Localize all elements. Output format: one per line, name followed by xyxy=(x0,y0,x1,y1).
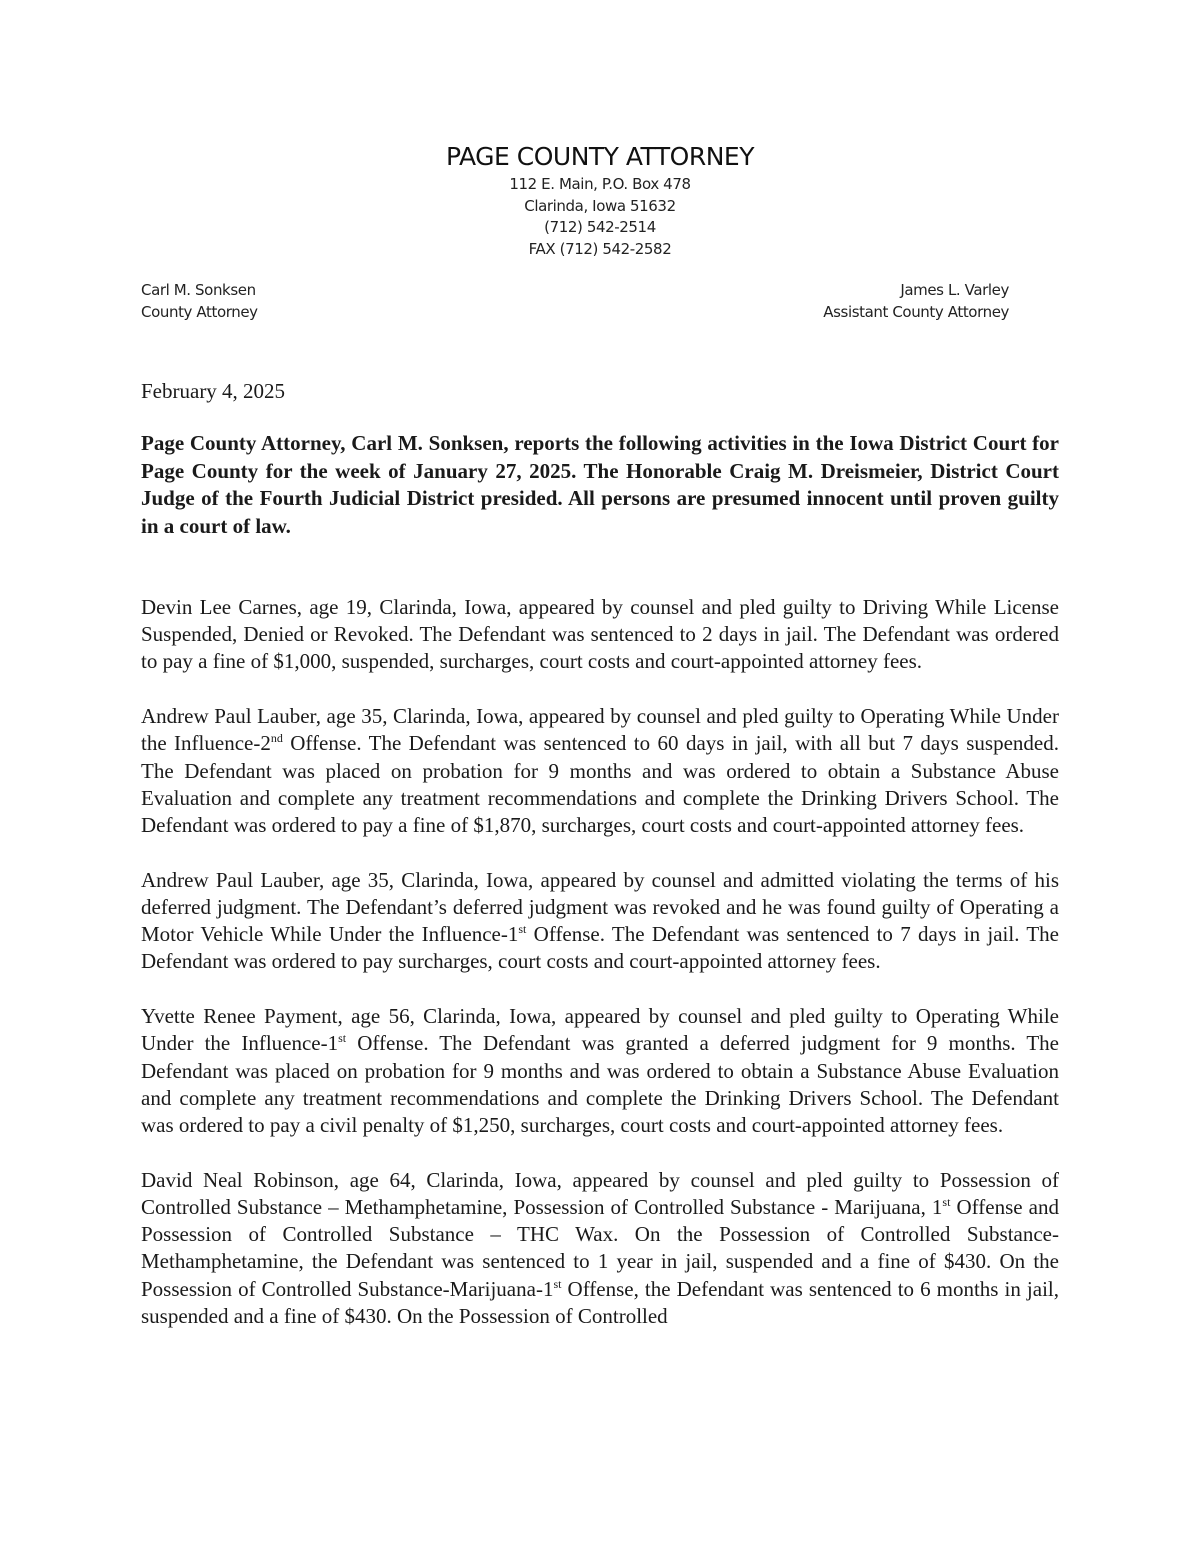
case-text: Offense. The Defendant was sentenced to 60 days in jail, with all but 7 days suspended. The Defendant was placed on probation for 9 months and was ordered to obtain a Substance Abuse Evaluation and complete any treatment recommendations and complete the Drinking Drivers School. The Defendant was ordered to pay a fine of $1,870, surcharges, court costs and court-appointed attorney fees. xyxy=(141,731,1059,838)
case-text: Offense and Possession of Controlled Substance – THC Wax. On the Possession of Controlled Substance-Methamphetamine, the Defendant was sentenced to 1 year in jail, suspended and a fine of $430. On the Possession of Controlled Substance-Marijuana-1 xyxy=(141,1195,1059,1301)
office-title: PAGE COUNTY ATTORNEY xyxy=(446,142,754,171)
ordinal-suffix: st xyxy=(942,1195,951,1210)
case-text: Andrew Paul Lauber, age 35, Clarinda, Iowa, appeared by counsel and admitted violating the terms of his deferred judgment. The Defendant’s deferred judgment was revoked and he was found guilty of Operating a Motor Vehicle While Under the Influence-1 xyxy=(141,867,1059,947)
report-body xyxy=(141,594,1059,1358)
case-text: Offense. The Defendant was sentenced to 7 days in jail. The Defendant was ordered to pay surcharges, court costs and court-appointed attorney fees. xyxy=(141,922,1060,974)
ordinal-suffix: st xyxy=(338,1031,347,1046)
ordinal-suffix: st xyxy=(553,1276,562,1291)
address-line-1: 112 E. Main, P.O. Box 478 xyxy=(509,175,691,193)
case-entry-lauber-deferred xyxy=(141,867,1059,976)
ordinal-suffix: st xyxy=(518,922,527,937)
case-text: Devin Lee Carnes, age 19, Clarinda, Iowa, appeared by counsel and pled guilty to Driving While License Suspended, Denied or Revoked. The Defendant was sentenced to 2 days in jail. The Defendant was ordered to pay a fine of $1,000, suspended, surcharges, court costs and court-appointed attorney fees. xyxy=(141,595,1059,674)
case-text: Yvette Renee Payment, age 56, Clarinda, Iowa, appeared by counsel and pled guilty to Operating While Under the Influence-1 xyxy=(141,1004,1059,1056)
assistant-attorney-block xyxy=(823,280,1009,323)
county-attorney-title: County Attorney xyxy=(141,302,258,321)
report-date: February 4, 2025 xyxy=(141,379,286,403)
county-attorney-name: Carl M. Sonksen xyxy=(141,281,256,299)
case-entry-carnes xyxy=(141,594,1059,676)
ordinal-suffix: nd xyxy=(270,731,283,746)
letterhead xyxy=(0,140,1200,260)
assistant-attorney-title: Assistant County Attorney xyxy=(823,302,1009,321)
case-entry-payment xyxy=(141,1003,1059,1139)
case-text: Offense. The Defendant was granted a deferred judgment for 9 months. The Defendant was placed on probation for 9 months and was ordered to obtain a Substance Abuse Evaluation and complete any treatment recommendations and complete the Drinking Drivers School. The Defendant was ordered to pay a civil penalty of $1,250, surcharges, court costs and court-appointed attorney fees. xyxy=(141,1031,1059,1138)
case-entry-lauber-owi xyxy=(141,703,1059,839)
case-text: David Neal Robinson, age 64, Clarinda, Iowa, appeared by counsel and pled guilty to Possession of Controlled Substance – Methamphetamine, Possession of Controlled Substance - Marijuana, 1 xyxy=(141,1167,1059,1220)
case-text: Andrew Paul Lauber, age 35, Clarinda, Iowa, appeared by counsel and pled guilty to Operating While Under the Influence-2 xyxy=(141,704,1059,756)
case-entry-robinson xyxy=(141,1167,1059,1330)
fax-number: FAX (712) 542-2582 xyxy=(528,239,672,258)
report-intro: Page County Attorney, Carl M. Sonksen, reports the following activities in the Iowa District Court for Page County for the week of January 27, 2025. The Honorable Craig M. Dreismeier, District Court Judge of the Fourth Judicial District presided. All persons are presumed innocent until proven guilty in a court of law. xyxy=(141,431,1059,538)
county-attorney-block xyxy=(141,280,258,323)
phone-number: (712) 542-2514 xyxy=(544,218,656,236)
case-text: Offense, the Defendant was sentenced to 6 months in jail, suspended and a fine of $430. On the Possession of Controlled xyxy=(141,1276,1060,1328)
address-line-2: Clarinda, Iowa 51632 xyxy=(524,196,676,215)
assistant-attorney-name: James L. Varley xyxy=(900,281,1009,299)
